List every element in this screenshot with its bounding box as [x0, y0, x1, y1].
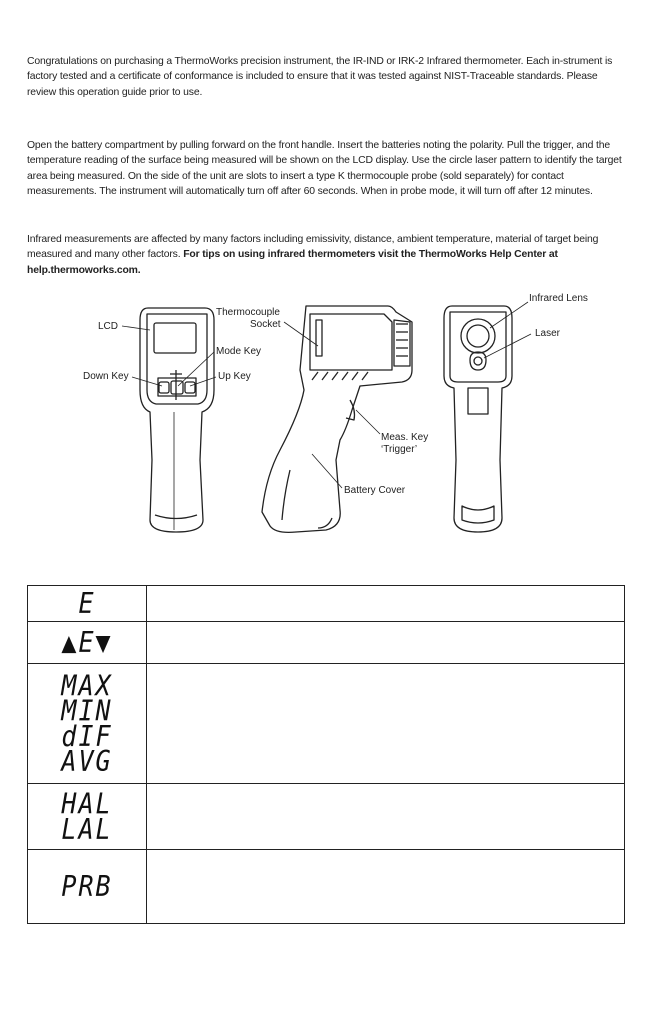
- label-infrared-lens: Infrared Lens: [529, 293, 588, 304]
- description-cell: [147, 784, 625, 850]
- label-laser: Laser: [535, 328, 561, 339]
- symbol-cell: [28, 622, 147, 664]
- label-meas-key-2: ‘Trigger’: [381, 444, 418, 455]
- table-row: [28, 622, 625, 664]
- description-cell: [147, 664, 625, 784]
- thermometer-diagram: [0, 290, 652, 550]
- table-row: [28, 850, 625, 924]
- label-battery-cover: Battery Cover: [344, 485, 406, 496]
- intro-paragraph-1: Congratulations on purchasing a ThermoWorks precision instrument, the IR-IND or IRK-2 Infrared thermometer. Each in-strument is factory tested and a certificate of conformance is included to ensure that it was tested against NIST-Traceable standards. Please review this operation guide prior to use.: [27, 56, 613, 98]
- help-center-note: For tips on using infrared thermometers visit the ThermoWorks Help Center at help.thermoworks.com.: [27, 249, 558, 276]
- front-view-thermometer: [140, 308, 214, 532]
- symbol-cell: [28, 664, 147, 784]
- description-cell: [147, 586, 625, 622]
- callout-leader-lines: [122, 302, 531, 488]
- rear-view-thermometer: [444, 306, 512, 532]
- intro-paragraph-2: Open the battery compartment by pulling forward on the front handle. Insert the batteries noting the polarity. Pull the trigger, and the temperature reading of the surface being measured will be shown on the LCD display. Use the circle laser pattern to identify the target area being measured. On the side of the unit are slots to insert a type K thermocouple probe (sold separately) for contact measurements. The instrument will automatically turn off after 60 seconds. When in probe mode, it will turn off after 12 minutes.: [27, 140, 622, 198]
- symbol-cell: [28, 586, 147, 622]
- label-mode-key: Mode Key: [216, 346, 262, 357]
- table-row: [28, 586, 625, 622]
- table-row: [28, 664, 625, 784]
- label-down-key: Down Key: [83, 371, 129, 382]
- label-thermocouple-socket-2: Socket: [250, 319, 281, 330]
- lcd-symbol-probe: PRB: [61, 869, 113, 903]
- intro-paragraph-3: [27, 232, 625, 278]
- table-row: [28, 784, 625, 850]
- lcd-symbol-stat-modes: MAX MIN dIF AVG: [61, 668, 113, 778]
- lcd-symbol-emissivity-adjust: ▲E▼: [61, 625, 113, 659]
- side-view-thermometer: [262, 306, 412, 532]
- label-up-key: Up Key: [218, 371, 251, 382]
- label-lcd: LCD: [98, 321, 119, 332]
- description-cell: [147, 622, 625, 664]
- lcd-symbol-alarms: HAL LAL: [61, 786, 113, 846]
- label-meas-key-1: Meas. Key: [381, 432, 429, 443]
- symbol-cell: [28, 784, 147, 850]
- label-thermocouple-socket-1: Thermocouple: [216, 307, 280, 318]
- description-cell: [147, 850, 625, 924]
- symbol-cell: [28, 850, 147, 924]
- lcd-symbol-emissivity: E: [78, 586, 96, 620]
- mode-symbol-table: [27, 585, 625, 924]
- paragraph-3-text: Infrared measurements are affected by many factors including emissivity, distance, ambient temperature, material of target being measured and many other factors.: [27, 234, 599, 261]
